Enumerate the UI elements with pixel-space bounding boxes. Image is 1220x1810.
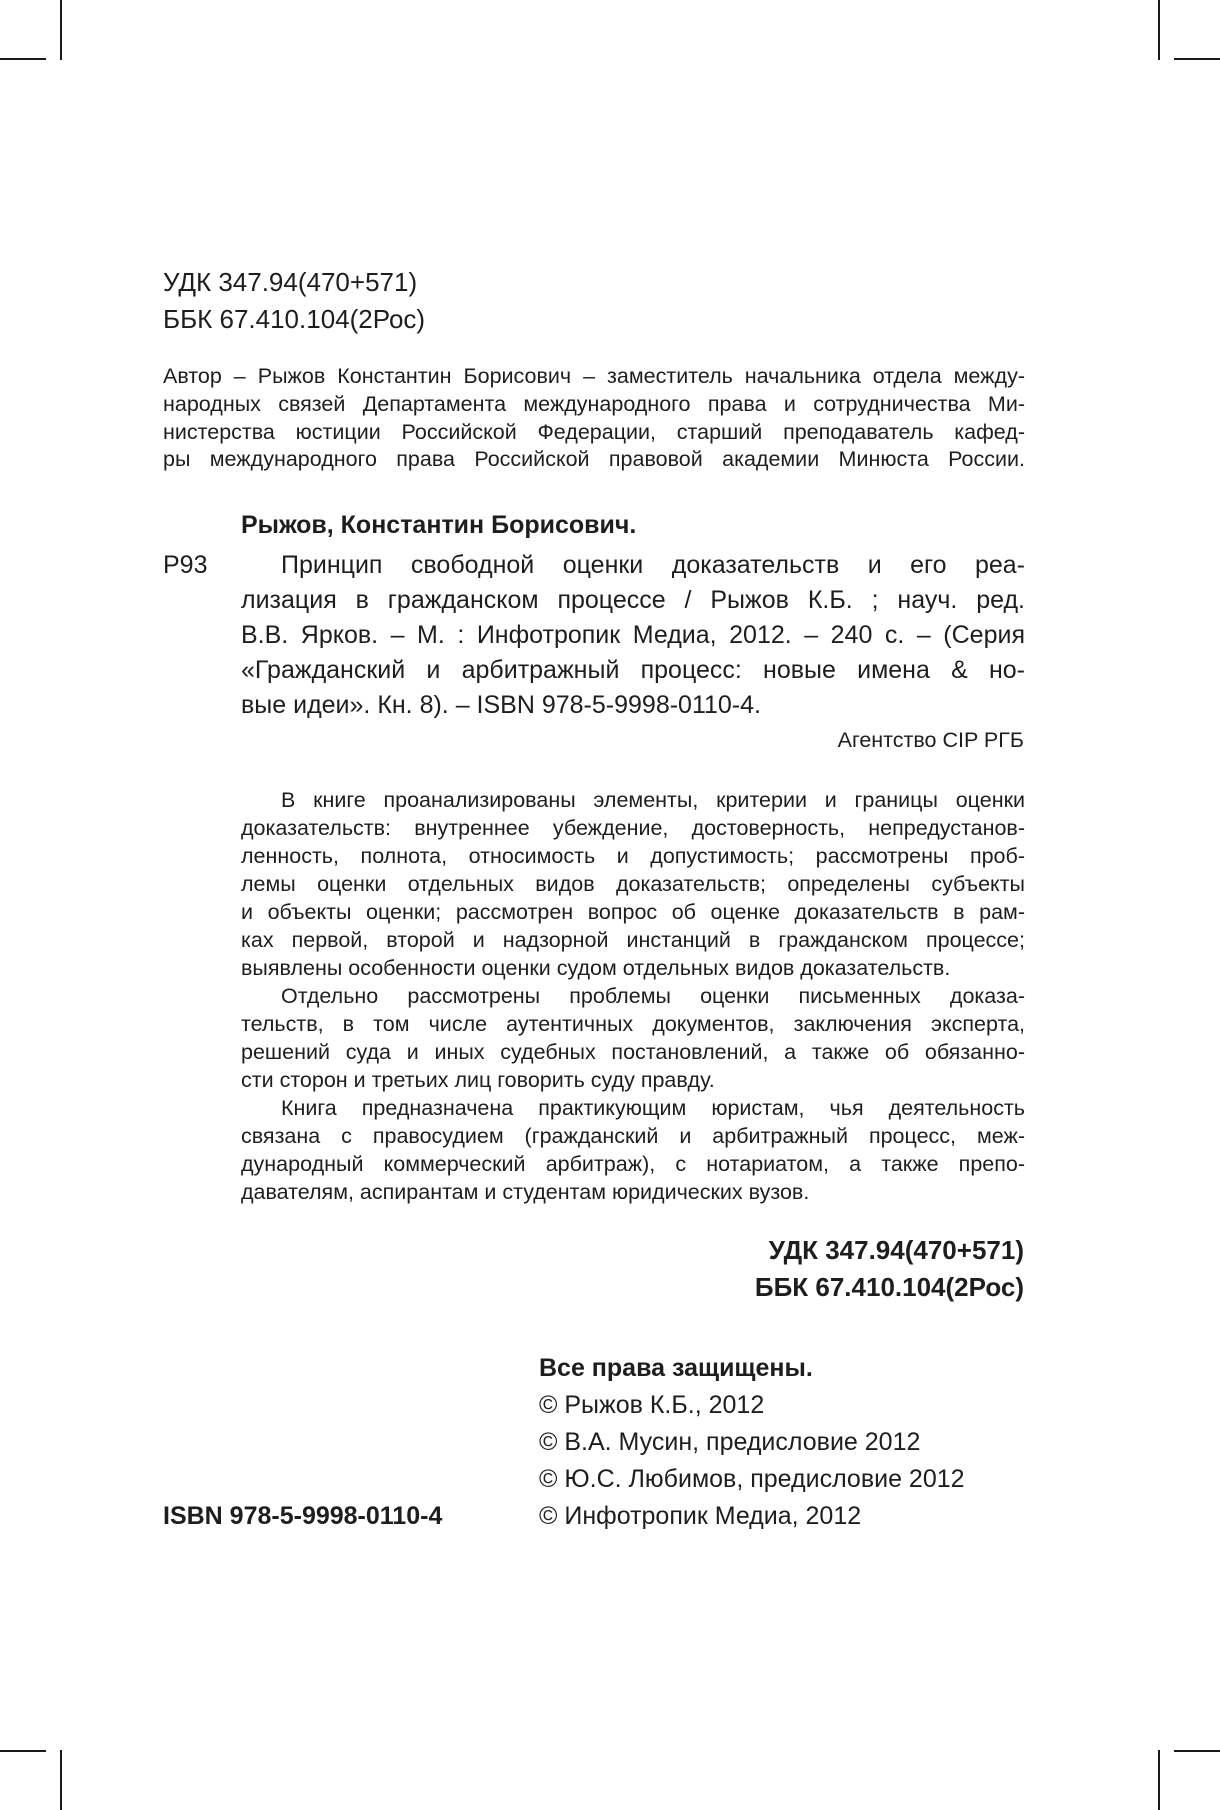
rights-reserved: Все права защищены. (539, 1354, 813, 1382)
author-note-line: народных связей Департамента международного права и сотрудничества Ми- (163, 392, 1025, 416)
crop-mark-top-right-horizontal (1174, 58, 1220, 60)
crop-mark-top-left-horizontal (0, 58, 46, 60)
annotation-line: выявлены особенности оценки судом отдельных видов доказательств. (241, 956, 951, 980)
annotation-line: дународный коммерческий арбитраж), с нотариатом, а также препо- (241, 1152, 1025, 1176)
udk-code-bold: УДК 347.94(470+571) (768, 1235, 1024, 1265)
annotation-line: Отдельно рассмотрены проблемы оценки письменных доказа- (281, 984, 1025, 1008)
annotation-line: связана с правосудием (гражданский и арбитражный процесс, меж- (241, 1124, 1025, 1148)
isbn: ISBN 978-5-9998-0110-4 (163, 1502, 443, 1530)
biblio-line: В.В. Ярков. – М. : Инфотропик Медиа, 2012. – 240 с. – (Серия (241, 621, 1025, 649)
biblio-line: вые идеи». Кн. 8). – ISBN 978-5-9998-0110-4. (241, 691, 761, 719)
annotation-line: сти сторон и третьих лиц говорить суду правду. (241, 1068, 715, 1092)
cip-agency: Агентство CIP РГБ (837, 728, 1024, 752)
annotation-line: ках первой, второй и надзорной инстанций в гражданском процессе; (241, 928, 1025, 952)
annotation-line: ленность, полнота, относимость и допустимость; рассмотрены проб- (241, 844, 1025, 868)
crop-mark-bottom-right-vertical (1158, 1750, 1160, 1810)
crop-mark-top-right-vertical (1158, 0, 1160, 60)
crop-mark-bottom-left-horizontal (0, 1750, 46, 1752)
bbk-code: ББК 67.410.104(2Рос) (163, 304, 426, 334)
annotation-line: В книге проанализированы элементы, критерии и границы оценки (281, 788, 1025, 812)
crop-mark-bottom-left-vertical (60, 1750, 62, 1810)
annotation-line: давателям, аспирантам и студентам юридических вузов. (241, 1180, 810, 1204)
annotation-line: лемы оценки отдельных видов доказательств; определены субъекты (241, 872, 1025, 896)
annotation-line: решений суда и иных судебных постановлений, а также об обязанно- (241, 1040, 1025, 1064)
biblio-line: «Гражданский и арбитражный процесс: новые имена & но- (241, 656, 1025, 684)
author-mark: Р93 (163, 551, 208, 579)
copyright-line: © В.А. Мусин, предисловие 2012 (539, 1428, 921, 1456)
author-note-line: ры международного права Российской правовой академии Минюста России. (163, 447, 1025, 471)
crop-mark-bottom-right-horizontal (1174, 1750, 1220, 1752)
copyright-line: © Ю.С. Любимов, предисловие 2012 (539, 1465, 965, 1493)
author-heading: Рыжов, Константин Борисович. (241, 511, 637, 539)
biblio-line: лизация в гражданском процессе / Рыжов К.Б. ; науч. ред. (241, 586, 1025, 614)
annotation-line: доказательств: внутреннее убеждение, достоверность, непредустанов- (241, 816, 1025, 840)
copyright-line: © Рыжов К.Б., 2012 (539, 1391, 765, 1419)
bbk-code-bold: ББК 67.410.104(2Рос) (754, 1272, 1024, 1302)
biblio-line: Принцип свободной оценки доказательств и его реа- (281, 551, 1025, 579)
crop-mark-top-left-vertical (60, 0, 62, 60)
author-note-line: Автор – Рыжов Константин Борисович – заместитель начальника отдела между- (163, 364, 1025, 388)
author-note-line: нистерства юстиции Российской Федерации, старший преподаватель кафед- (163, 420, 1025, 444)
annotation-line: тельств, в том числе аутентичных документов, заключения эксперта, (241, 1012, 1025, 1036)
copyright-line: © Инфотропик Медиа, 2012 (539, 1502, 862, 1530)
udk-code: УДК 347.94(470+571) (163, 267, 418, 297)
annotation-line: Книга предназначена практикующим юристам, чья деятельность (281, 1096, 1025, 1120)
annotation-line: и объекты оценки; рассмотрен вопрос об оценке доказательств в рам- (241, 900, 1025, 924)
